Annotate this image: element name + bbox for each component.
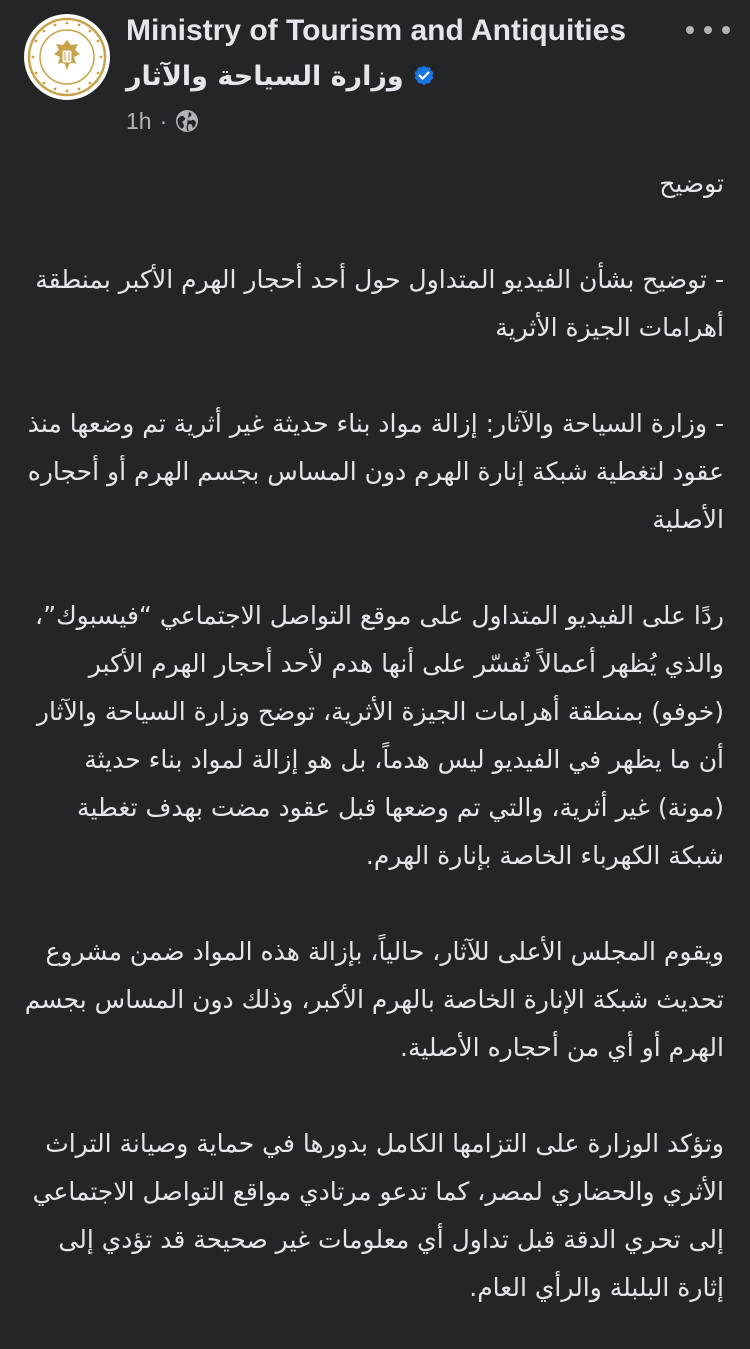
post-meta <box>126 106 199 136</box>
more-options-icon-dot <box>704 26 712 34</box>
more-options-button[interactable] <box>686 18 730 42</box>
post-paragraph-title: توضيح <box>659 169 724 198</box>
globe-icon[interactable] <box>175 109 199 133</box>
page-name-arabic-row <box>126 56 436 96</box>
page-name[interactable]: Ministry of Tourism and Antiquities <box>126 14 627 47</box>
post-paragraph: - توضيح بشأن الفيديو المتداول حول أحد أحجار الهرم الأكبر بمنطقة أهرامات الجيزة الأثرية <box>35 265 724 342</box>
page-avatar[interactable] <box>24 14 110 100</box>
more-options-icon-dot <box>686 26 694 34</box>
meta-separator: · <box>159 107 168 134</box>
page-name-arabic[interactable]: وزارة السياحة والآثار <box>126 60 404 92</box>
ministry-logo-icon <box>24 14 110 100</box>
post-paragraph: - وزارة السياحة والآثار: إزالة مواد بناء حديثة غير أثرية تم وضعها منذ عقود لتغطية شبكة إنارة الهرم دون المساس بجسم الهرم أو أحجاره الأصلية <box>27 409 724 534</box>
post-body <box>22 160 724 1312</box>
more-options-icon-dot <box>722 26 730 34</box>
post-paragraph: وتؤكد الوزارة على التزامها الكامل بدورها في حماية وصيانة التراث الأثري والحضاري لمصر، كما تدعو مرتادي مواقع التواصل الاجتماعي إلى تحري الدقة قبل تداول أي معلومات غير صحيحة قد تؤدي إلى إثارة البلبلة والرأي العام. <box>32 1129 724 1302</box>
post-timestamp[interactable]: 1h <box>126 107 152 134</box>
post-paragraph: ويقوم المجلس الأعلى للآثار، حالياً، بإزالة هذه المواد ضمن مشروع تحديث شبكة الإنارة الخاصة بالهرم الأكبر، وذلك دون المساس بجسم الهرم أو أي من أحجاره الأصلية. <box>24 937 724 1062</box>
post-paragraph: ردًا على الفيديو المتداول على موقع التواصل الاجتماعي “فيسبوك”، والذي يُظهر أعمالاً تُفسّر على أنها هدم لأحد أحجار الهرم الأكبر (خوفو) بمنطقة أهرامات الجيزة الأثرية، توضح وزارة السياحة والآثار أن ما يظهر في الفيديو ليس هدماً، بل هو إزالة لمواد بناء حديثة (مونة) غير أثرية، والتي تم وضعها قبل عقود مضت بهدف تغطية شبكة الكهرباء الخاصة بإنارة الهرم. <box>35 601 724 870</box>
post-header <box>0 0 750 150</box>
verified-badge-icon <box>412 64 436 88</box>
